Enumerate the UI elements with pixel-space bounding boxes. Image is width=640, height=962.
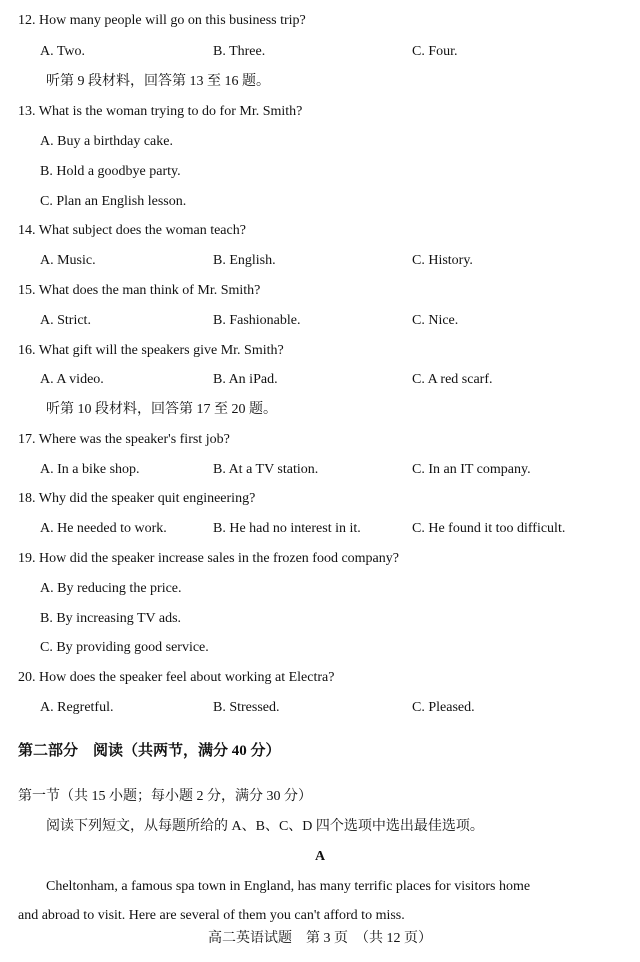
- q15-option-b: B. Fashionable.: [213, 313, 301, 328]
- q14-option-b: B. English.: [213, 253, 276, 268]
- question-18: 18. Why did the speaker quit engineering?: [18, 491, 256, 506]
- q13-option-b: B. Hold a goodbye party.: [40, 164, 181, 179]
- q12-option-c: C. Four.: [412, 44, 458, 59]
- q13-option-c: C. Plan an English lesson.: [40, 194, 187, 209]
- q12-option-b: B. Three.: [213, 44, 266, 59]
- question-20: 20. How does the speaker feel about working at Electra?: [18, 670, 335, 685]
- q20-option-a: A. Regretful.: [40, 700, 114, 715]
- page-footer: 高二英语试题 第 3 页 （共 12 页）: [208, 931, 432, 946]
- q15-option-a: A. Strict.: [40, 313, 91, 328]
- q12-option-a: A. Two.: [40, 44, 86, 59]
- reading-instruction: 阅读下列短文，从每题所给的 A、B、C、D 四个选项中选出最佳选项。: [46, 819, 484, 834]
- q17-option-a: A. In a bike shop.: [40, 462, 140, 477]
- passage-line-2: and abroad to visit. Here are several of them you can't afford to miss.: [18, 908, 405, 923]
- question-15: 15. What does the man think of Mr. Smith?: [18, 283, 261, 298]
- q15-option-c: C. Nice.: [412, 313, 459, 328]
- question-13: 13. What is the woman trying to do for Mr. Smith?: [18, 104, 303, 119]
- q20-option-c: C. Pleased.: [412, 700, 475, 715]
- q14-option-c: C. History.: [412, 253, 473, 268]
- part2-section1-heading: 第一节（共 15 小题；每小题 2 分，满分 30 分）: [18, 789, 312, 804]
- listening-note-9: 听第 9 段材料，回答第 13 至 16 题。: [46, 74, 270, 89]
- q20-option-b: B. Stressed.: [213, 700, 280, 715]
- q17-option-b: B. At a TV station.: [213, 462, 319, 477]
- q16-option-a: A. A video.: [40, 372, 104, 387]
- part2-heading: 第二部分 阅读（共两节，满分 40 分）: [18, 743, 281, 759]
- question-19: 19. How did the speaker increase sales in the frozen food company?: [18, 551, 399, 566]
- q18-option-b: B. He had no interest in it.: [213, 521, 361, 536]
- question-14: 14. What subject does the woman teach?: [18, 223, 246, 238]
- q19-option-b: B. By increasing TV ads.: [40, 611, 182, 626]
- q13-option-a: A. Buy a birthday cake.: [40, 134, 173, 149]
- q19-option-a: A. By reducing the price.: [40, 581, 182, 596]
- q19-option-c: C. By providing good service.: [40, 640, 209, 655]
- passage-label: A: [314, 849, 326, 864]
- q14-option-a: A. Music.: [40, 253, 96, 268]
- q18-option-a: A. He needed to work.: [40, 521, 167, 536]
- passage-line-1: Cheltonham, a famous spa town in England, has many terrific places for visitors home: [46, 879, 531, 894]
- q16-option-c: C. A red scarf.: [412, 372, 493, 387]
- q16-option-b: B. An iPad.: [213, 372, 278, 387]
- question-17: 17. Where was the speaker's first job?: [18, 432, 230, 447]
- q17-option-c: C. In an IT company.: [412, 462, 531, 477]
- listening-note-10: 听第 10 段材料，回答第 17 至 20 题。: [46, 402, 277, 417]
- question-12: 12. How many people will go on this business trip?: [18, 13, 306, 28]
- q18-option-c: C. He found it too difficult.: [412, 521, 566, 536]
- question-16: 16. What gift will the speakers give Mr. Smith?: [18, 343, 284, 358]
